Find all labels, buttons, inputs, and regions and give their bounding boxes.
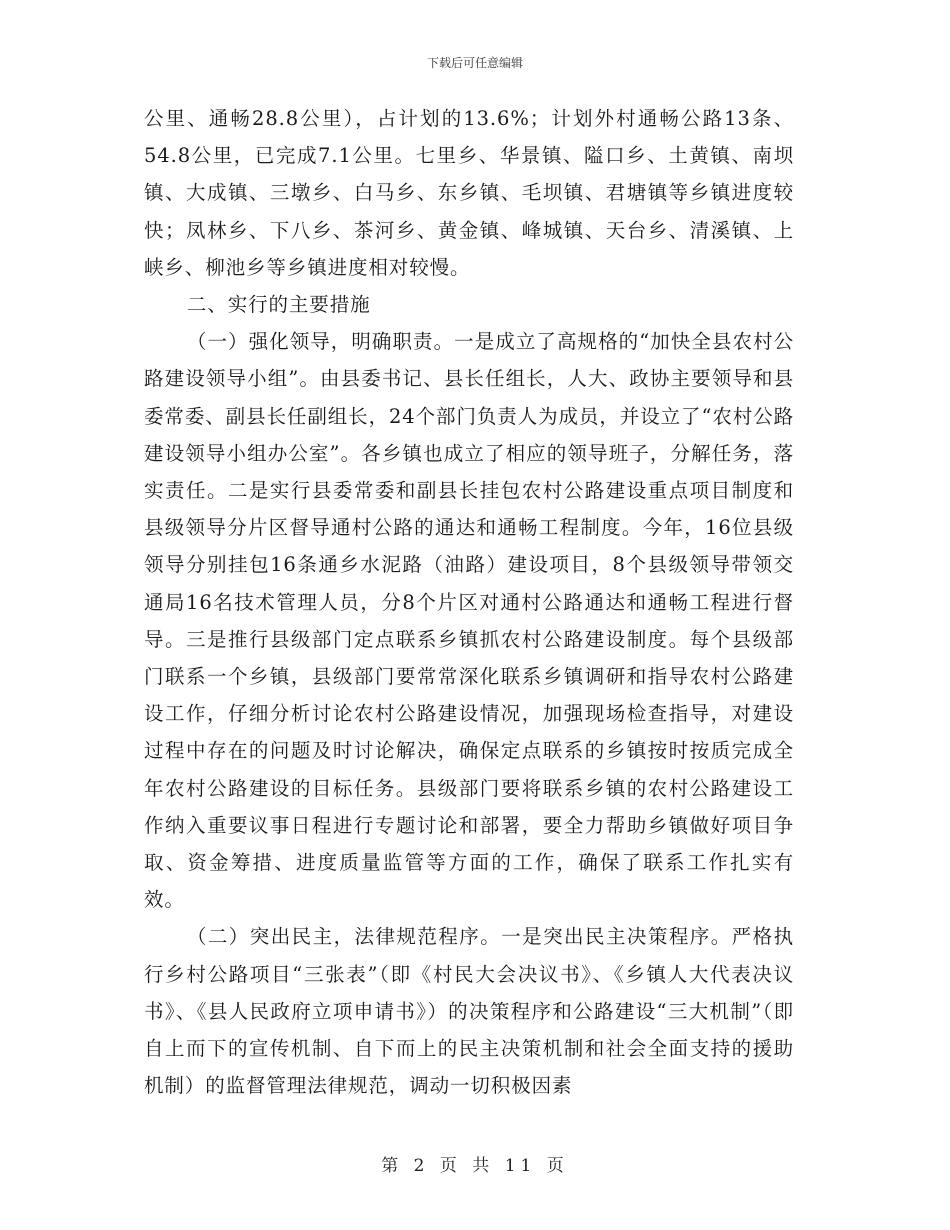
paragraph-progress-summary: 公里、通畅28.8公里），占计划的13.6%；计划外村通畅公路13条、54.8公里，已完成7.1公里。七里乡、华景镇、隘口乡、土黄镇、南坝镇、大成镇、三墩乡、白马乡、东乡镇、毛坝镇、君塘镇等乡镇进度较快；凤林乡、下八乡、茶河乡、黄金镇、峰城镇、天台乡、清溪镇、上峡乡、柳池乡等乡镇进度相对较慢。: [144, 107, 794, 279]
paragraph-leadership: （一）强化领导，明确职责。一是成立了高规格的“加快全县农村公路建设领导小组”。由县委书记、县长任组长，人大、政协主要领导和县委常委、副县长任副组长，24个部门负责人为成员，并设立了“农村公路建设领导小组办公室”。各乡镇也成立了相应的领导班子，分解任务，落实责任。二是实行县委常委和副县长挂包农村公路建设重点项目制度和县级领导分片区督导通村公路的通达和通畅工程制度。今年，16位县级领导分别挂包16条通乡水泥路（油路）建设项目，8个县级领导带领交通局16名技术管理人员，分8个片区对通村公路通达和通畅工程进行督导。三是推行县级部门定点联系乡镇抓农村公路建设制度。每个县级部门联系一个乡镇，县级部门要常常深化联系乡镇调研和指导农村公路建设工作，仔细分析讨论农村公路建设情况，加强现场检查指导，对建设过程中存在的问题及时讨论解决，确保定点联系的乡镇按时按质完成全年农村公路建设的目标任务。县级部门要将联系乡镇的农村公路建设工作纳入重要议事日程进行专题讨论和部署，要全力帮助乡镇做好项目争取、资金筹措、进度质量监管等方面的工作，确保了联系工作扎实有效。: [144, 330, 794, 912]
page-number: 第 2 页 共 11 页: [381, 1156, 569, 1176]
page-header: 下载后可任意编辑: [426, 56, 523, 70]
section-heading-main-measures: 二、实行的主要措施: [186, 293, 371, 317]
document-body: [144, 100, 794, 1104]
paragraph-democracy: （二）突出民主，法律规范程序。一是突出民主决策程序。严格执行乡村公路项目“三张表”（即《村民大会决议书》、《乡镇人大代表决议书》、《县人民政府立项申请书》）的决策程序和公路建设“三大机制”（即自上而下的宣传机制、自下而上的民主决策机制和社会全面支持的援助机制）的监督管理法律规范，调动一切积极因素: [144, 925, 794, 1098]
